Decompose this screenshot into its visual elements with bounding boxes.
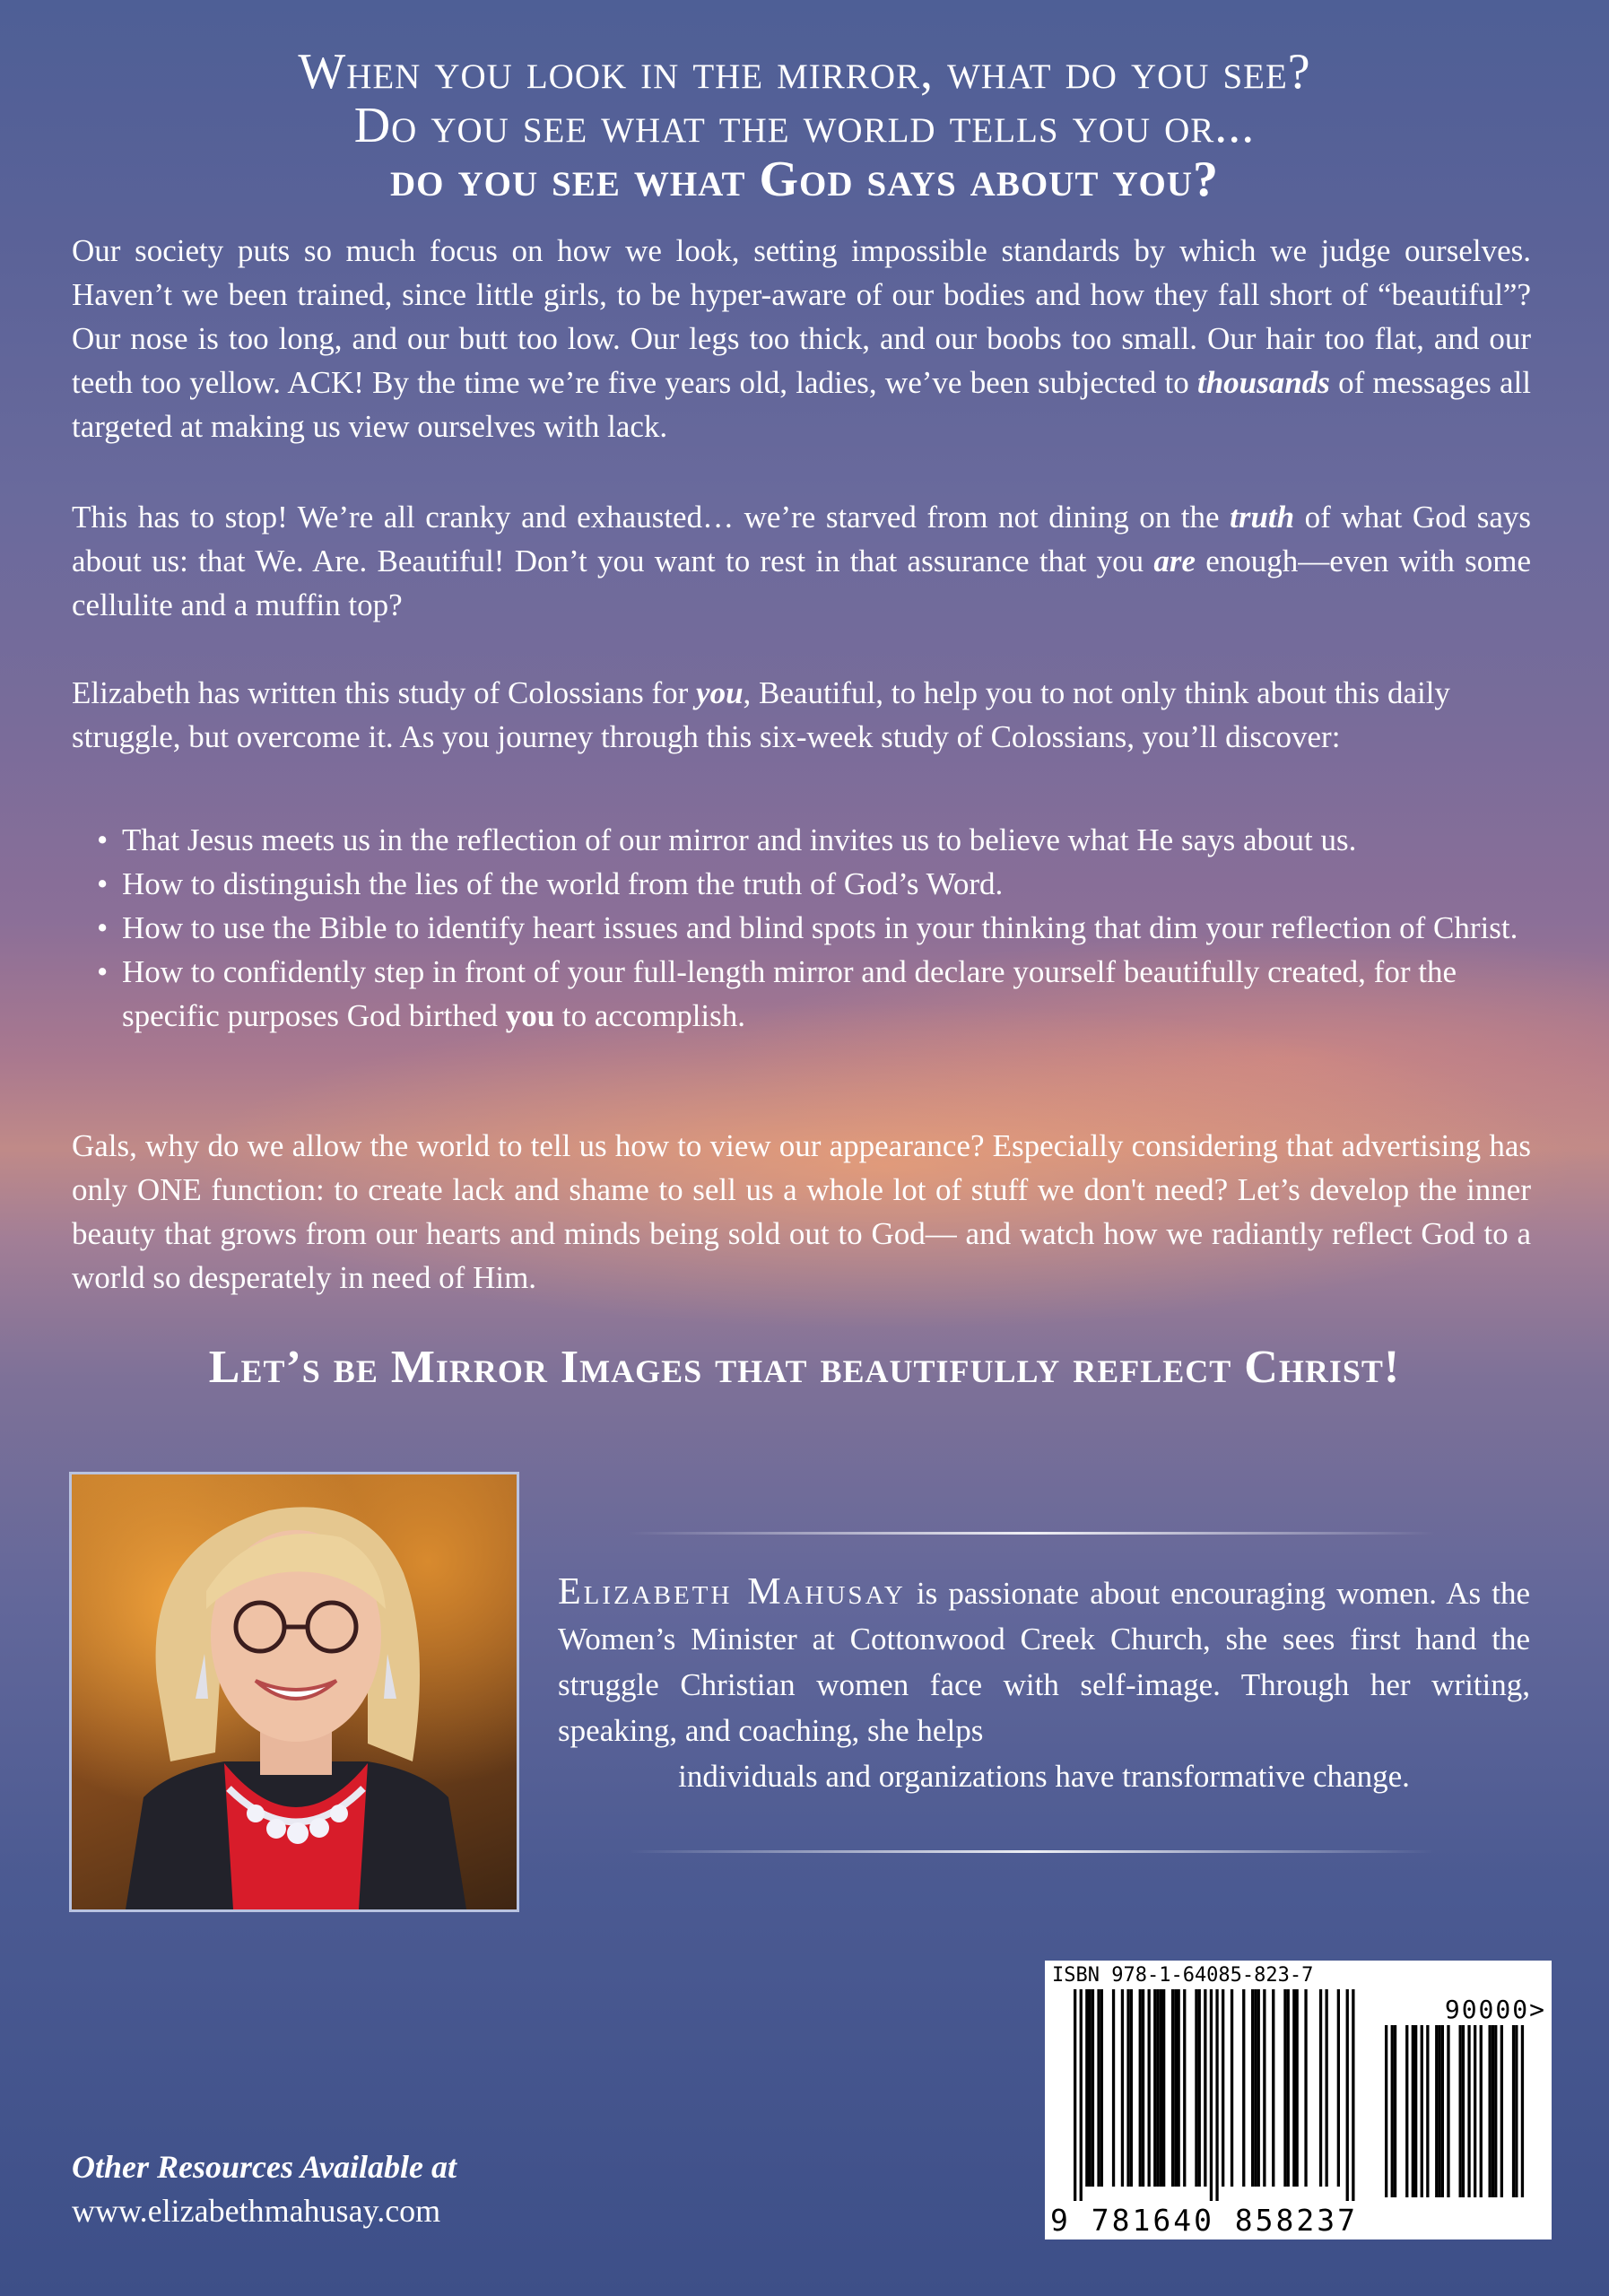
barcode-bar <box>1183 1989 1186 2187</box>
barcode-bar <box>1121 1989 1124 2187</box>
barcode-bar <box>1296 1989 1299 2187</box>
barcode-bar <box>1287 1989 1290 2187</box>
barcode-bar <box>1319 1989 1322 2187</box>
barcode-bar <box>1480 2025 1483 2197</box>
barcode-bar <box>1426 2025 1429 2197</box>
author-bio-text: is passionate about encouraging women. As the Women’s Minister at Cottonwood Creek Church, she sees first hand the struggle Christian women face with self-image. Through her writing, speaking, and coaching, she helps <box>558 1576 1530 1748</box>
barcode-bar <box>1391 2025 1394 2197</box>
isbn-barcode <box>1045 1961 1552 2239</box>
barcode-bar <box>1142 1989 1144 2187</box>
author-name: Elizabeth Mahusay <box>558 1571 906 1613</box>
barcode-bar <box>1126 1989 1129 2187</box>
barcode-bar <box>1352 1989 1354 2201</box>
barcode-bar <box>1215 1989 1218 2201</box>
barcode-digits: 9 781640 858237 <box>1050 2203 1359 2238</box>
barcode-bar <box>1162 1989 1165 2187</box>
intro-paragraph-2: This has to stop! We’re all cranky and exhausted… we’re starved from not dining on the truth of what God says about us: that We. Are. Beautiful! Don’t you want to rest in that assurance that you are enough—even with some cellulite and a muffin top? <box>72 500 1531 622</box>
barcode-bar <box>1195 1989 1197 2187</box>
headline-line-3: do you see what God says about you? <box>389 152 1220 207</box>
barcode-bar <box>1089 1989 1092 2187</box>
intro-paragraph-1: Our society puts so much focus on how we look, setting impossible standards by which we judge ourselves. Haven’t we been trained, since little girls, to be hyper-aware of our bodies and how they fall short of “beautiful”? Our nose is too long, and our butt too low. Our legs too thick, and our boobs too small. Our hair too flat, and our teeth too yellow. ACK! By the time we’re five years old, ladies, we’ve been subjected to thousands of messages all targeted at making us view ourselves with lack. <box>72 233 1531 444</box>
intro-paragraph-3: Elizabeth has written this study of Colossians for you, Beautiful, to help you to not only think about this daily struggle, but overcome it. As you journey through this six-week study of Colossians, you’ll discover: <box>72 675 1450 754</box>
barcode-bar <box>1512 2025 1515 2197</box>
barcode-bar <box>1100 1989 1103 2187</box>
barcode-bar <box>1441 2025 1444 2197</box>
barcode-bar <box>1263 1989 1265 2187</box>
barcode-bar <box>1467 2025 1470 2197</box>
barcode-bar <box>1085 1989 1088 2187</box>
divider-top <box>628 1532 1435 1535</box>
isbn-text: ISBN 978-1-64085-823-7 <box>1052 1964 1314 1987</box>
headline-line-1: When you look in the mirror, what do you see? <box>298 44 1311 100</box>
author-portrait-illustration <box>72 1474 517 1909</box>
barcode-bar <box>1254 1989 1257 2187</box>
closing-paragraph: Gals, why do we allow the world to tell us how to view our appearance? Especially considering that advertising has only ONE function: to create lack and shame to sell us a whole lot of stuff we don't need? Let’s develop the inner beauty that grows from our hearts and minds being sold out to God— and watch how we radiantly reflect God to a world so desperately in need of Him. <box>72 1128 1531 1295</box>
barcode-bar <box>1210 1989 1213 2201</box>
barcode-bar <box>1412 2025 1414 2197</box>
barcode-bar <box>1500 2025 1503 2197</box>
barcode-bar <box>1394 2025 1396 2197</box>
ean13-bars <box>1074 1989 1370 2205</box>
headline-line-2: Do you see what the world tells you or... <box>353 98 1256 153</box>
barcode-bar <box>1148 1989 1151 2187</box>
barcode-bar <box>1097 1989 1100 2187</box>
barcode-bar <box>1222 1989 1224 2187</box>
barcode-bar <box>1092 1989 1094 2187</box>
barcode-bar <box>1139 1989 1142 2187</box>
resources-title: Other Resources Available at <box>72 2149 457 2185</box>
barcode-bar <box>1080 1989 1083 2201</box>
barcode-bar <box>1326 1989 1328 2187</box>
barcode-bar <box>1204 1989 1206 2187</box>
barcode-bar <box>1515 2025 1518 2197</box>
barcode-bar <box>1130 1989 1133 2187</box>
price-code: 90000> <box>1444 1995 1546 2024</box>
barcode-bar <box>1153 1989 1156 2187</box>
barcode-bar <box>1521 2025 1524 2197</box>
barcode-bar <box>1231 1989 1233 2187</box>
barcode-bar <box>1494 2025 1497 2197</box>
barcode-bar <box>1074 1989 1076 2201</box>
benefits-list <box>97 818 1541 1038</box>
barcode-bar <box>1337 1989 1340 2187</box>
barcode-bar <box>1242 1989 1245 2187</box>
barcode-bar <box>1257 1989 1260 2187</box>
barcode-bar <box>1492 2025 1494 2197</box>
resources <box>72 2145 457 2233</box>
barcode-bar <box>1405 2025 1408 2197</box>
barcode-bar <box>1304 1989 1307 2187</box>
list-item: • How to use the Bible to identify heart issues and blind spots in your thinking that dim your reflection of Christ. <box>97 906 1541 950</box>
barcode-bar <box>1435 2025 1438 2197</box>
barcode-bar <box>1346 1989 1349 2201</box>
barcode-bar <box>1421 2025 1423 2197</box>
barcode-bar <box>1156 1989 1159 2187</box>
barcode-bar <box>1292 1989 1295 2187</box>
barcode-bar <box>1447 2025 1449 2197</box>
barcode-bar <box>1459 2025 1462 2197</box>
website-url: www.elizabethmahusay.com <box>72 2193 441 2229</box>
author-photo <box>69 1472 519 1912</box>
barcode-bar <box>1171 1989 1174 2187</box>
barcode-bar <box>1385 2025 1387 2197</box>
barcode-bar <box>1272 1989 1274 2187</box>
barcode-bar <box>1438 2025 1440 2197</box>
barcode-bar <box>1283 1989 1286 2187</box>
barcode-bar <box>1198 1989 1201 2187</box>
barcode-bar <box>1414 2025 1417 2197</box>
barcode-bar <box>1112 1989 1115 2187</box>
addon-bars <box>1385 2025 1537 2200</box>
list-item: • How to distinguish the lies of the world from the truth of God’s Word. <box>97 862 1541 906</box>
author-bio <box>558 1570 1530 1799</box>
tagline: Let’s be Mirror Images that beautifully reflect Christ! <box>208 1342 1401 1393</box>
barcode-bar <box>1474 2025 1476 2197</box>
list-item: • That Jesus meets us in the reflection of our mirror and invites us to believe what He says about us. <box>97 818 1541 862</box>
barcode-bar <box>1251 1989 1254 2187</box>
barcode-bar <box>1462 2025 1465 2197</box>
barcode-bar <box>1489 2025 1492 2197</box>
barcode-bar <box>1160 1989 1162 2187</box>
author-bio-last-line: individuals and organizations have transformative change. <box>678 1759 1410 1794</box>
list-item: • How to confidently step in front of your full-length mirror and declare yourself beautifully created, for the specific purposes God birthed you to accomplish. <box>97 950 1541 1038</box>
headline <box>0 45 1609 206</box>
barcode-bar <box>1178 1989 1180 2187</box>
barcode-bar <box>1174 1989 1177 2187</box>
divider-bottom <box>628 1850 1435 1853</box>
